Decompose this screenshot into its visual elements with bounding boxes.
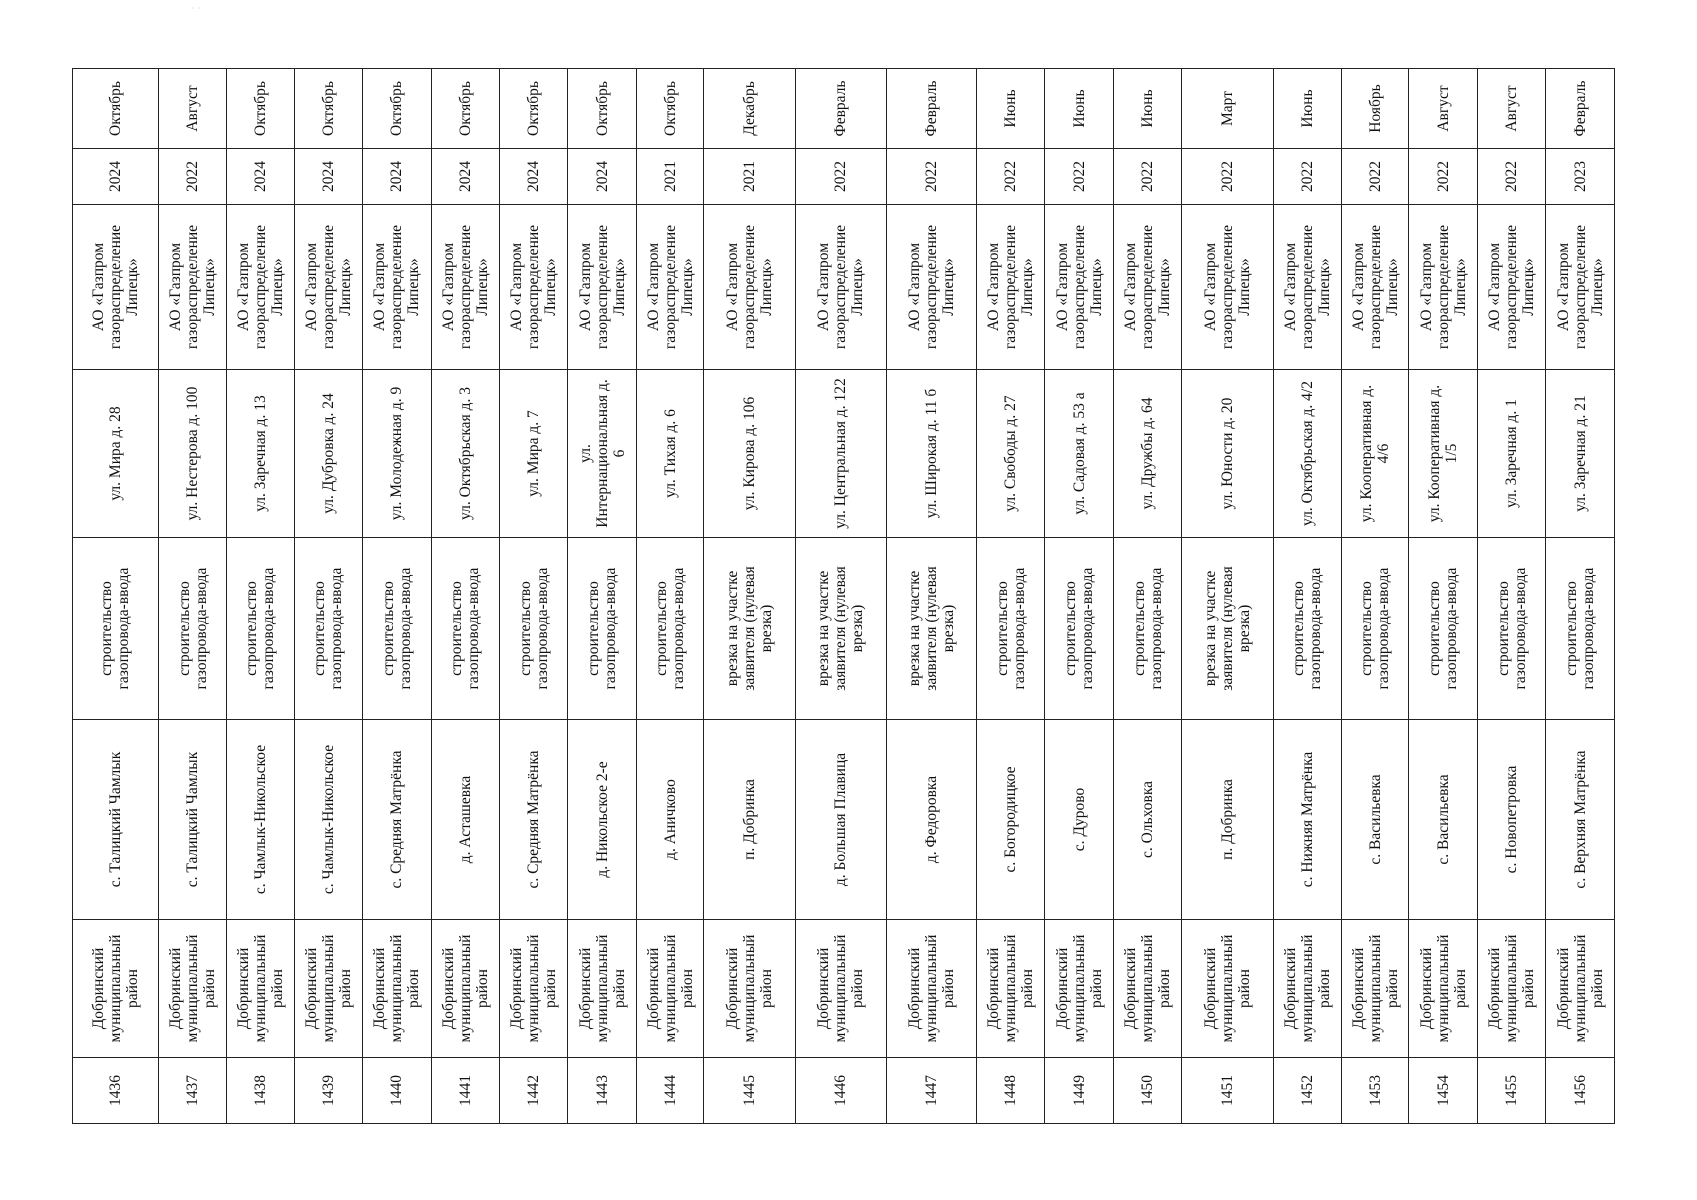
organization-cell: АО «Газпром газораспределение Липецк» [431, 205, 499, 370]
row-number: 1436 [73, 1058, 159, 1124]
work-type-cell: врезка на участке заявителя (нулевая врезка) [704, 538, 795, 720]
settlement-cell: с. Средняя Матрёнка [363, 720, 431, 920]
row-number: 1448 [977, 1058, 1045, 1124]
work-type-cell: врезка на участке заявителя (нулевая врезка) [795, 538, 886, 720]
district-cell: Добринский муниципальный район [294, 920, 362, 1058]
month-cell: Июнь [1045, 69, 1113, 149]
scan-artifact: · · [191, 4, 202, 13]
year-cell: 2022 [977, 149, 1045, 205]
month-cell: Февраль [886, 69, 976, 149]
table-row [704, 69, 795, 1124]
table-row [500, 69, 568, 1124]
year-cell: 2024 [431, 149, 499, 205]
row-number: 1439 [294, 1058, 362, 1124]
month-cell: Октябрь [636, 69, 703, 149]
work-type-cell: строительство газопровода-ввода [500, 538, 568, 720]
work-type-cell: строительство газопровода-ввода [227, 538, 294, 720]
work-type-cell: строительство газопровода-ввода [73, 538, 159, 720]
year-cell: 2022 [1409, 149, 1477, 205]
address-cell: ул. Мира д. 7 [500, 370, 568, 538]
month-cell: Ноябрь [1342, 69, 1409, 149]
address-cell: ул. Кооперативная д. 4/6 [1342, 370, 1409, 538]
month-cell: Октябрь [227, 69, 294, 149]
year-cell: 2022 [1182, 149, 1273, 205]
row-number: 1440 [363, 1058, 431, 1124]
district-cell: Добринский муниципальный район [431, 920, 499, 1058]
settlement-cell: д. Никольское 2-е [568, 720, 636, 920]
table-row [227, 69, 294, 1124]
row-number: 1442 [500, 1058, 568, 1124]
organization-cell: АО «Газпром газораспределение Липецк» [73, 205, 159, 370]
table-row [1477, 69, 1545, 1124]
row-number: 1454 [1409, 1058, 1477, 1124]
table-row [1045, 69, 1113, 1124]
year-cell: 2022 [1342, 149, 1409, 205]
table-row [294, 69, 362, 1124]
rotated-page [72, 69, 1615, 1124]
month-cell: Июнь [1113, 69, 1181, 149]
month-cell: Март [1182, 69, 1273, 149]
row-number: 1443 [568, 1058, 636, 1124]
table-row [1342, 69, 1409, 1124]
settlement-cell: с. Верхняя Матрёнка [1546, 720, 1615, 920]
address-cell: ул. Кооперативная д. 1/5 [1409, 370, 1477, 538]
year-cell: 2023 [1546, 149, 1615, 205]
year-cell: 2021 [636, 149, 703, 205]
month-cell: Август [1477, 69, 1545, 149]
work-type-cell: строительство газопровода-ввода [431, 538, 499, 720]
row-number: 1453 [1342, 1058, 1409, 1124]
organization-cell: АО «Газпром газораспределение Липецк» [795, 205, 886, 370]
organization-cell: АО «Газпром газораспределение Липецк» [1273, 205, 1341, 370]
settlement-cell: с. Талицкий Чамлык [158, 720, 226, 920]
district-cell: Добринский муниципальный район [977, 920, 1045, 1058]
settlement-cell: с. Чамлык-Никольское [294, 720, 362, 920]
organization-cell: АО «Газпром газораспределение Липецк» [500, 205, 568, 370]
work-type-cell: строительство газопровода-ввода [363, 538, 431, 720]
organization-cell: АО «Газпром газораспределение Липецк» [636, 205, 703, 370]
month-cell: Октябрь [363, 69, 431, 149]
settlement-cell: д. Асташевка [431, 720, 499, 920]
month-cell: Февраль [795, 69, 886, 149]
organization-cell: АО «Газпром газораспределение Липецк» [294, 205, 362, 370]
organization-cell: АО «Газпром газораспределение Липецк» [1182, 205, 1273, 370]
settlement-cell: с. Нижняя Матрёнка [1273, 720, 1341, 920]
address-cell: ул. Садовая д. 53 а [1045, 370, 1113, 538]
address-cell: ул. Октябрьская д. 4/2 [1273, 370, 1341, 538]
year-cell: 2022 [158, 149, 226, 205]
organization-cell: АО «Газпром газораспределение Липецк» [1546, 205, 1615, 370]
table-row [977, 69, 1045, 1124]
table-row [363, 69, 431, 1124]
settlement-cell: с. Богородицкое [977, 720, 1045, 920]
organization-cell: АО «Газпром газораспределение Липецк» [227, 205, 294, 370]
address-cell: ул. Центральная д. 122 [795, 370, 886, 538]
month-cell: Август [1409, 69, 1477, 149]
settlement-cell: с. Новопетровка [1477, 720, 1545, 920]
settlement-cell: с. Васильевка [1342, 720, 1409, 920]
work-type-cell: строительство газопровода-ввода [1546, 538, 1615, 720]
table-row [886, 69, 976, 1124]
work-type-cell: строительство газопровода-ввода [294, 538, 362, 720]
year-cell: 2022 [1477, 149, 1545, 205]
year-cell: 2024 [227, 149, 294, 205]
organization-cell: АО «Газпром газораспределение Липецк» [1477, 205, 1545, 370]
work-type-cell: строительство газопровода-ввода [1409, 538, 1477, 720]
address-cell: ул. Заречная д. 21 [1546, 370, 1615, 538]
address-cell: ул. Дружбы д. 64 [1113, 370, 1181, 538]
address-cell: ул. Заречная д. 1 [1477, 370, 1545, 538]
organization-cell: АО «Газпром газораспределение Липецк» [977, 205, 1045, 370]
month-cell: Декабрь [704, 69, 795, 149]
organization-cell: АО «Газпром газораспределение Липецк» [704, 205, 795, 370]
district-cell: Добринский муниципальный район [1113, 920, 1181, 1058]
year-cell: 2022 [795, 149, 886, 205]
work-type-cell: строительство газопровода-ввода [568, 538, 636, 720]
settlement-cell: п. Добринка [1182, 720, 1273, 920]
table-row [1409, 69, 1477, 1124]
month-cell: Октябрь [431, 69, 499, 149]
address-cell: ул. Заречная д. 13 [227, 370, 294, 538]
work-type-cell: строительство газопровода-ввода [636, 538, 703, 720]
row-number: 1446 [795, 1058, 886, 1124]
district-cell: Добринский муниципальный район [1342, 920, 1409, 1058]
district-cell: Добринский муниципальный район [568, 920, 636, 1058]
table-row [431, 69, 499, 1124]
month-cell: Июнь [977, 69, 1045, 149]
gasification-table [72, 68, 1615, 1124]
district-cell: Добринский муниципальный район [158, 920, 226, 1058]
organization-cell: АО «Газпром газораспределение Липецк» [1409, 205, 1477, 370]
row-number: 1451 [1182, 1058, 1273, 1124]
row-number: 1452 [1273, 1058, 1341, 1124]
address-cell: ул. Нестерова д. 100 [158, 370, 226, 538]
district-cell: Добринский муниципальный район [363, 920, 431, 1058]
row-number: 1444 [636, 1058, 703, 1124]
row-number: 1449 [1045, 1058, 1113, 1124]
work-type-cell: строительство газопровода-ввода [1273, 538, 1341, 720]
settlement-cell: с. Чамлык-Никольское [227, 720, 294, 920]
organization-cell: АО «Газпром газораспределение Липецк» [568, 205, 636, 370]
organization-cell: АО «Газпром газораспределение Липецк» [1113, 205, 1181, 370]
district-cell: Добринский муниципальный район [227, 920, 294, 1058]
table-row [73, 69, 159, 1124]
work-type-cell: строительство газопровода-ввода [158, 538, 226, 720]
address-cell: ул. Тихая д. 6 [636, 370, 703, 538]
month-cell: Октябрь [73, 69, 159, 149]
table-row [1273, 69, 1341, 1124]
address-cell: ул. Широкая д. 11 б [886, 370, 976, 538]
table-row [1546, 69, 1615, 1124]
row-number: 1456 [1546, 1058, 1615, 1124]
organization-cell: АО «Газпром газораспределение Липецк» [158, 205, 226, 370]
settlement-cell: д. Федоровка [886, 720, 976, 920]
settlement-cell: д. Большая Плавица [795, 720, 886, 920]
table-body [73, 69, 1615, 1124]
organization-cell: АО «Газпром газораспределение Липецк» [363, 205, 431, 370]
work-type-cell: строительство газопровода-ввода [1045, 538, 1113, 720]
month-cell: Июнь [1273, 69, 1341, 149]
district-cell: Добринский муниципальный район [1546, 920, 1615, 1058]
organization-cell: АО «Газпром газораспределение Липецк» [1342, 205, 1409, 370]
table-row [1182, 69, 1273, 1124]
year-cell: 2024 [294, 149, 362, 205]
organization-cell: АО «Газпром газораспределение Липецк» [886, 205, 976, 370]
district-cell: Добринский муниципальный район [704, 920, 795, 1058]
table-row [636, 69, 703, 1124]
year-cell: 2022 [1045, 149, 1113, 205]
district-cell: Добринский муниципальный район [636, 920, 703, 1058]
row-number: 1438 [227, 1058, 294, 1124]
row-number: 1455 [1477, 1058, 1545, 1124]
district-cell: Добринский муниципальный район [1045, 920, 1113, 1058]
work-type-cell: строительство газопровода-ввода [1113, 538, 1181, 720]
settlement-cell: с. Ольховка [1113, 720, 1181, 920]
row-number: 1437 [158, 1058, 226, 1124]
year-cell: 2024 [568, 149, 636, 205]
month-cell: Октябрь [294, 69, 362, 149]
table-row [1113, 69, 1181, 1124]
year-cell: 2024 [500, 149, 568, 205]
address-cell: ул. Кирова д. 106 [704, 370, 795, 538]
address-cell: ул. Дубровка д. 24 [294, 370, 362, 538]
settlement-cell: д. Аничково [636, 720, 703, 920]
address-cell: ул. Юности д. 20 [1182, 370, 1273, 538]
district-cell: Добринский муниципальный район [1409, 920, 1477, 1058]
table-row [795, 69, 886, 1124]
address-cell: ул. Молодежная д. 9 [363, 370, 431, 538]
organization-cell: АО «Газпром газораспределение Липецк» [1045, 205, 1113, 370]
year-cell: 2024 [363, 149, 431, 205]
month-cell: Август [158, 69, 226, 149]
settlement-cell: с. Васильевка [1409, 720, 1477, 920]
address-cell: ул. Свободы д. 27 [977, 370, 1045, 538]
month-cell: Октябрь [500, 69, 568, 149]
month-cell: Октябрь [568, 69, 636, 149]
table-row [158, 69, 226, 1124]
address-cell: ул. Октябрьская д. 3 [431, 370, 499, 538]
district-cell: Добринский муниципальный район [795, 920, 886, 1058]
settlement-cell: с. Дурово [1045, 720, 1113, 920]
table-row [568, 69, 636, 1124]
year-cell: 2022 [1113, 149, 1181, 205]
settlement-cell: п. Добринка [704, 720, 795, 920]
work-type-cell: строительство газопровода-ввода [1342, 538, 1409, 720]
district-cell: Добринский муниципальный район [73, 920, 159, 1058]
year-cell: 2021 [704, 149, 795, 205]
row-number: 1445 [704, 1058, 795, 1124]
district-cell: Добринский муниципальный район [500, 920, 568, 1058]
year-cell: 2024 [73, 149, 159, 205]
year-cell: 2022 [1273, 149, 1341, 205]
row-number: 1447 [886, 1058, 976, 1124]
settlement-cell: с. Талицкий Чамлык [73, 720, 159, 920]
district-cell: Добринский муниципальный район [886, 920, 976, 1058]
work-type-cell: строительство газопровода-ввода [1477, 538, 1545, 720]
row-number: 1450 [1113, 1058, 1181, 1124]
work-type-cell: врезка на участке заявителя (нулевая врезка) [1182, 538, 1273, 720]
district-cell: Добринский муниципальный район [1182, 920, 1273, 1058]
address-cell: ул. Интернациональная д. 6 [568, 370, 636, 538]
year-cell: 2022 [886, 149, 976, 205]
district-cell: Добринский муниципальный район [1477, 920, 1545, 1058]
settlement-cell: с. Средняя Матрёнка [500, 720, 568, 920]
month-cell: Февраль [1546, 69, 1615, 149]
row-number: 1441 [431, 1058, 499, 1124]
work-type-cell: врезка на участке заявителя (нулевая врезка) [886, 538, 976, 720]
work-type-cell: строительство газопровода-ввода [977, 538, 1045, 720]
address-cell: ул. Мира д. 28 [73, 370, 159, 538]
district-cell: Добринский муниципальный район [1273, 920, 1341, 1058]
